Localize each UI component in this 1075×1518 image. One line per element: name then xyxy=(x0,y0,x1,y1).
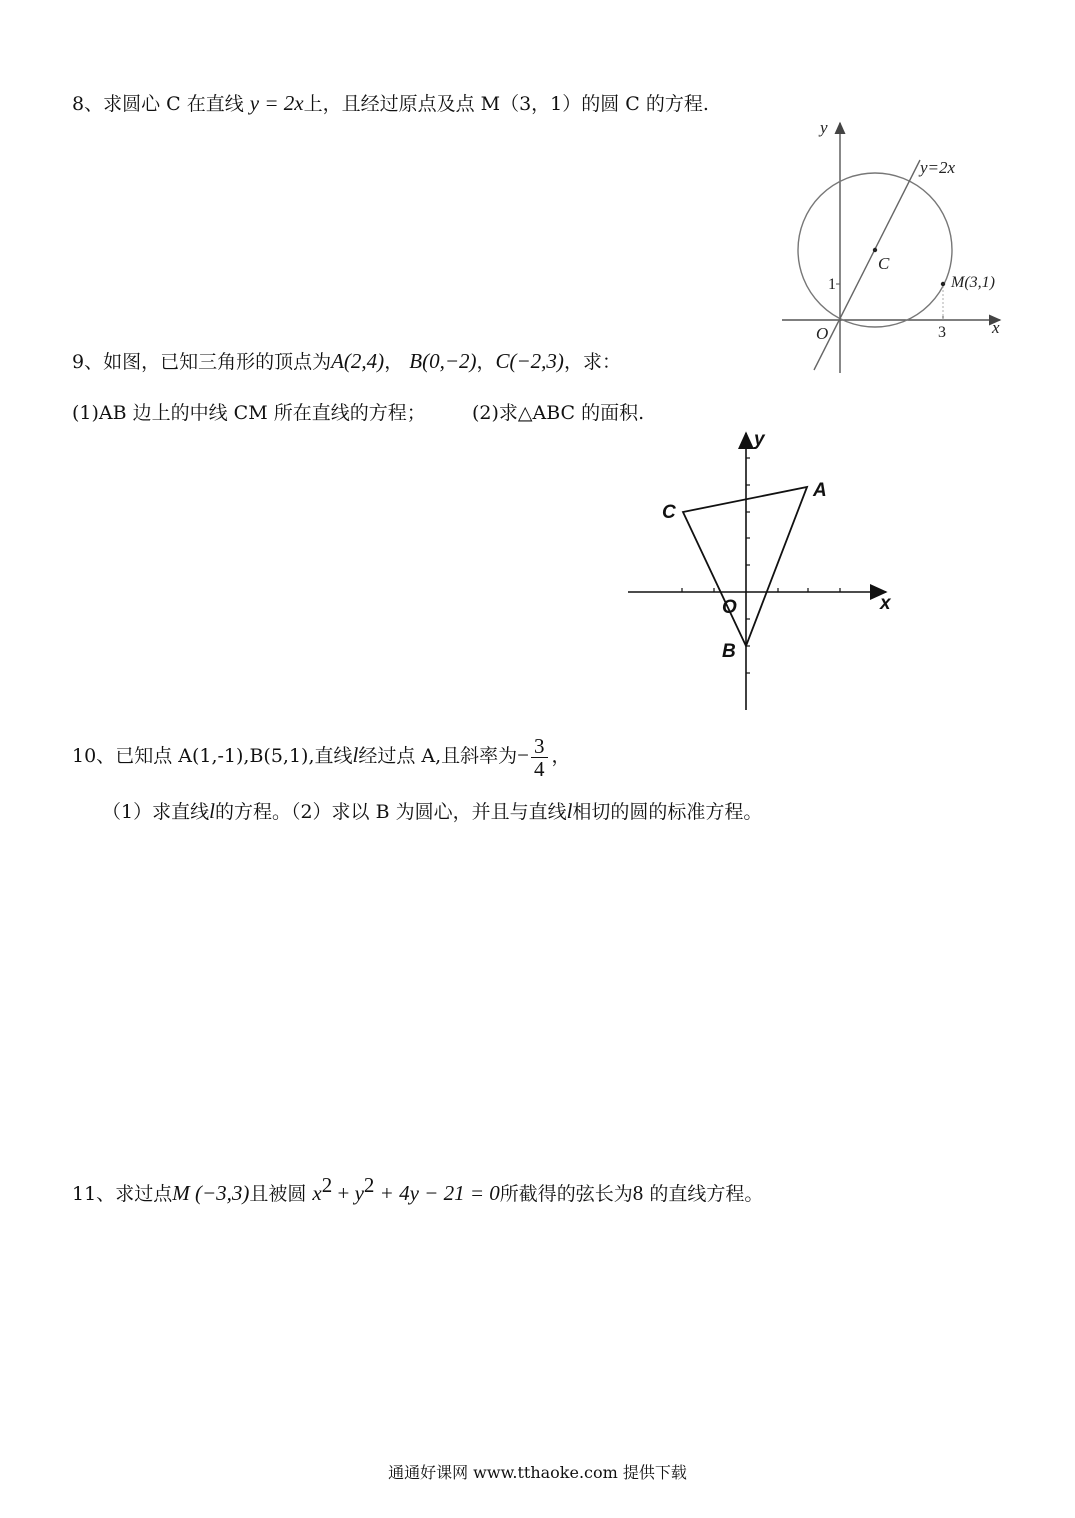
separator: ， xyxy=(384,351,404,373)
fraction-denominator: 4 xyxy=(534,756,545,781)
minus-sign: − xyxy=(517,743,529,767)
vertex-b-label: B xyxy=(722,641,736,662)
problem-text: 的直线方程。 xyxy=(649,1183,764,1205)
chord-length: 8 xyxy=(632,1181,644,1205)
fraction-numerator: 3 xyxy=(531,735,548,758)
problem-9-question-2 xyxy=(472,400,644,426)
tick-y-label: 1 xyxy=(828,276,836,293)
problem-text: ，求： xyxy=(563,351,621,373)
y-axis-label: y xyxy=(820,118,828,137)
origin-label: O xyxy=(816,324,829,343)
triangle-abc xyxy=(683,487,807,646)
eq-x: x xyxy=(312,1181,322,1205)
problem-text: 求圆心 C 在直线 xyxy=(103,93,244,115)
line-l-symbol: l xyxy=(352,743,359,767)
center-point xyxy=(873,248,877,252)
slope-fraction xyxy=(531,735,548,780)
problem-10-questions xyxy=(102,798,762,825)
problem-9 xyxy=(72,348,621,375)
vertex-a-label: A xyxy=(813,480,827,501)
problem-9-question-1 xyxy=(72,400,426,426)
problem-10 xyxy=(72,730,571,781)
problem-text: ， xyxy=(551,745,571,767)
origin-label: O xyxy=(722,597,737,618)
separator: ， xyxy=(476,351,496,373)
eq-square: 2 xyxy=(363,1173,375,1197)
page-footer: 通通好课网 www.tthaoke.com 提供下载 xyxy=(388,1463,687,1482)
question-text: 的方程。（2）求以 B 为圆心，并且与直线 xyxy=(214,801,567,823)
problem-text: 已知点 A(1,-1),B(5,1),直线 xyxy=(115,745,353,767)
vertex-c: C(−2,3) xyxy=(495,349,564,373)
vertex-c-label: C xyxy=(662,502,676,523)
vertex-b: B(0,−2) xyxy=(409,349,477,373)
line-y-2x xyxy=(814,160,920,370)
problem-text: 如图，已知三角形的顶点为 xyxy=(103,351,332,373)
line-l-symbol: l xyxy=(566,799,573,823)
x-axis-label: x xyxy=(880,593,891,614)
eq-rest: + 4y − 21 = 0 xyxy=(374,1181,500,1205)
problem-8 xyxy=(72,90,709,117)
problem-text: 经过点 A,且斜率为 xyxy=(358,745,518,767)
point-m: M (−3,3) xyxy=(172,1181,250,1205)
problem-text: 上，且经过原点及点 M（3，1）的圆 C 的方程. xyxy=(303,93,709,115)
problem-11 xyxy=(72,1173,764,1207)
vertex-a: A(2,4) xyxy=(331,349,385,373)
x-axis-label: x xyxy=(992,318,1000,337)
problem-number: 11、 xyxy=(72,1183,116,1205)
y-axis-label: y xyxy=(754,429,765,450)
problem-number: 8、 xyxy=(72,93,104,115)
figure-triangle-diagram xyxy=(620,425,910,715)
center-label: C xyxy=(878,254,890,273)
problem-text: 且被圆 xyxy=(249,1183,307,1205)
tick-x-label: 3 xyxy=(938,324,946,341)
problem-number: 9、 xyxy=(72,351,104,373)
question-text: (1)AB 边上的中线 CM 所在直线的方程； xyxy=(72,402,426,424)
point-m-label: M(3,1) xyxy=(951,274,995,291)
question-text: （1）求直线 xyxy=(102,801,210,823)
question-text: 相切的圆的标准方程。 xyxy=(572,801,763,823)
figure-circle-diagram xyxy=(778,115,1018,375)
line-l-symbol: l xyxy=(209,799,215,823)
problem-text: 求过点 xyxy=(115,1183,173,1205)
line-label: y=2x xyxy=(920,158,956,177)
problem-text: 所截得的弦长为 xyxy=(499,1183,633,1205)
question-text: (2)求△ABC 的面积. xyxy=(472,402,645,424)
eq-square: 2 xyxy=(321,1173,333,1197)
math-equation: y = 2x xyxy=(249,91,304,115)
eq-y: y xyxy=(354,1181,364,1205)
eq-plus: + xyxy=(332,1181,355,1205)
point-m xyxy=(941,282,945,286)
problem-number: 10、 xyxy=(72,745,116,767)
